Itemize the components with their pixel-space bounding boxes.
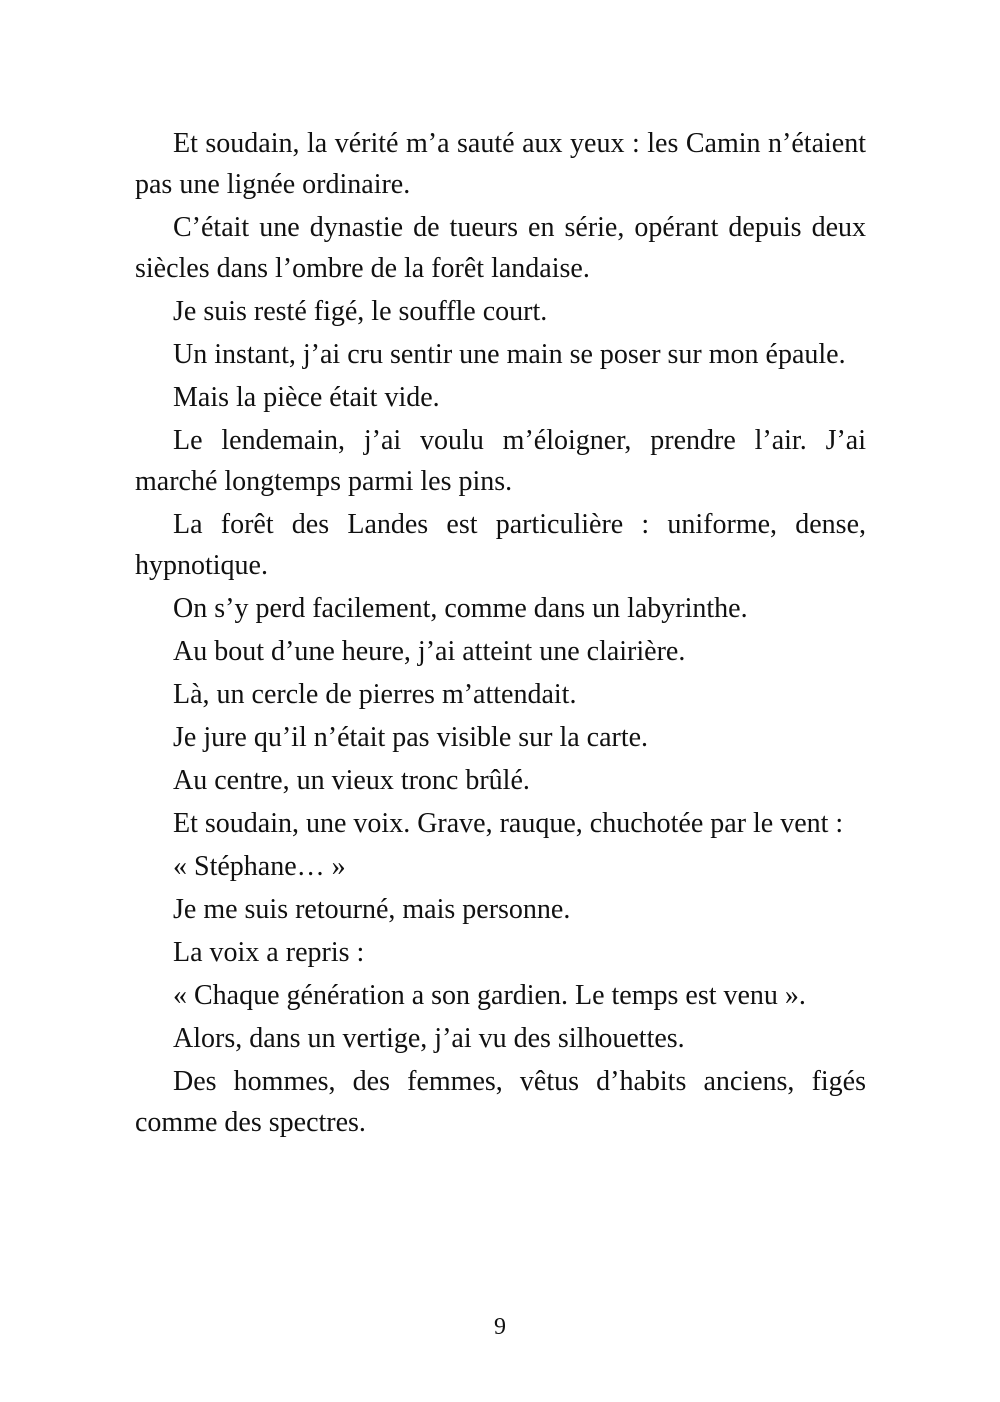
body-text bbox=[135, 123, 866, 1145]
paragraph: Un instant, j’ai cru sentir une main se poser sur mon épaule. bbox=[173, 339, 846, 370]
paragraph: On s’y perd facilement, comme dans un labyrinthe. bbox=[173, 593, 748, 624]
paragraph: Là, un cercle de pierres m’attendait. bbox=[173, 679, 577, 710]
paragraph: La forêt des Landes est particulière : uniforme, dense, hypnotique. bbox=[135, 509, 866, 581]
paragraph: Je suis resté figé, le souffle court. bbox=[173, 296, 548, 327]
paragraph: « Stéphane… » bbox=[173, 851, 346, 882]
paragraph: Mais la pièce était vide. bbox=[173, 382, 440, 413]
paragraph: La voix a repris : bbox=[173, 937, 365, 968]
page-number: 9 bbox=[494, 1314, 506, 1340]
paragraph: Au bout d’une heure, j’ai atteint une clairière. bbox=[173, 636, 686, 667]
paragraph: Des hommes, des femmes, vêtus d’habits anciens, figés comme des spectres. bbox=[135, 1066, 866, 1138]
paragraph: Je jure qu’il n’était pas visible sur la carte. bbox=[173, 722, 649, 753]
paragraph: Et soudain, une voix. Grave, rauque, chuchotée par le vent : bbox=[173, 808, 844, 839]
paragraph: Je me suis retourné, mais personne. bbox=[173, 894, 571, 925]
paragraph: Alors, dans un vertige, j’ai vu des silhouettes. bbox=[173, 1023, 685, 1054]
paragraph: Au centre, un vieux tronc brûlé. bbox=[173, 765, 530, 796]
paragraph: Et soudain, la vérité m’a sauté aux yeux : les Camin n’étaient pas une lignée ordinaire. bbox=[135, 128, 866, 200]
paragraph: C’était une dynastie de tueurs en série, opérant depuis deux siècles dans l’ombre de la forêt landaise. bbox=[135, 212, 866, 284]
paragraph: « Chaque génération a son gardien. Le temps est venu ». bbox=[173, 980, 806, 1011]
paragraph: Le lendemain, j’ai voulu m’éloigner, prendre l’air. J’ai marché longtemps parmi les pins. bbox=[135, 425, 866, 497]
